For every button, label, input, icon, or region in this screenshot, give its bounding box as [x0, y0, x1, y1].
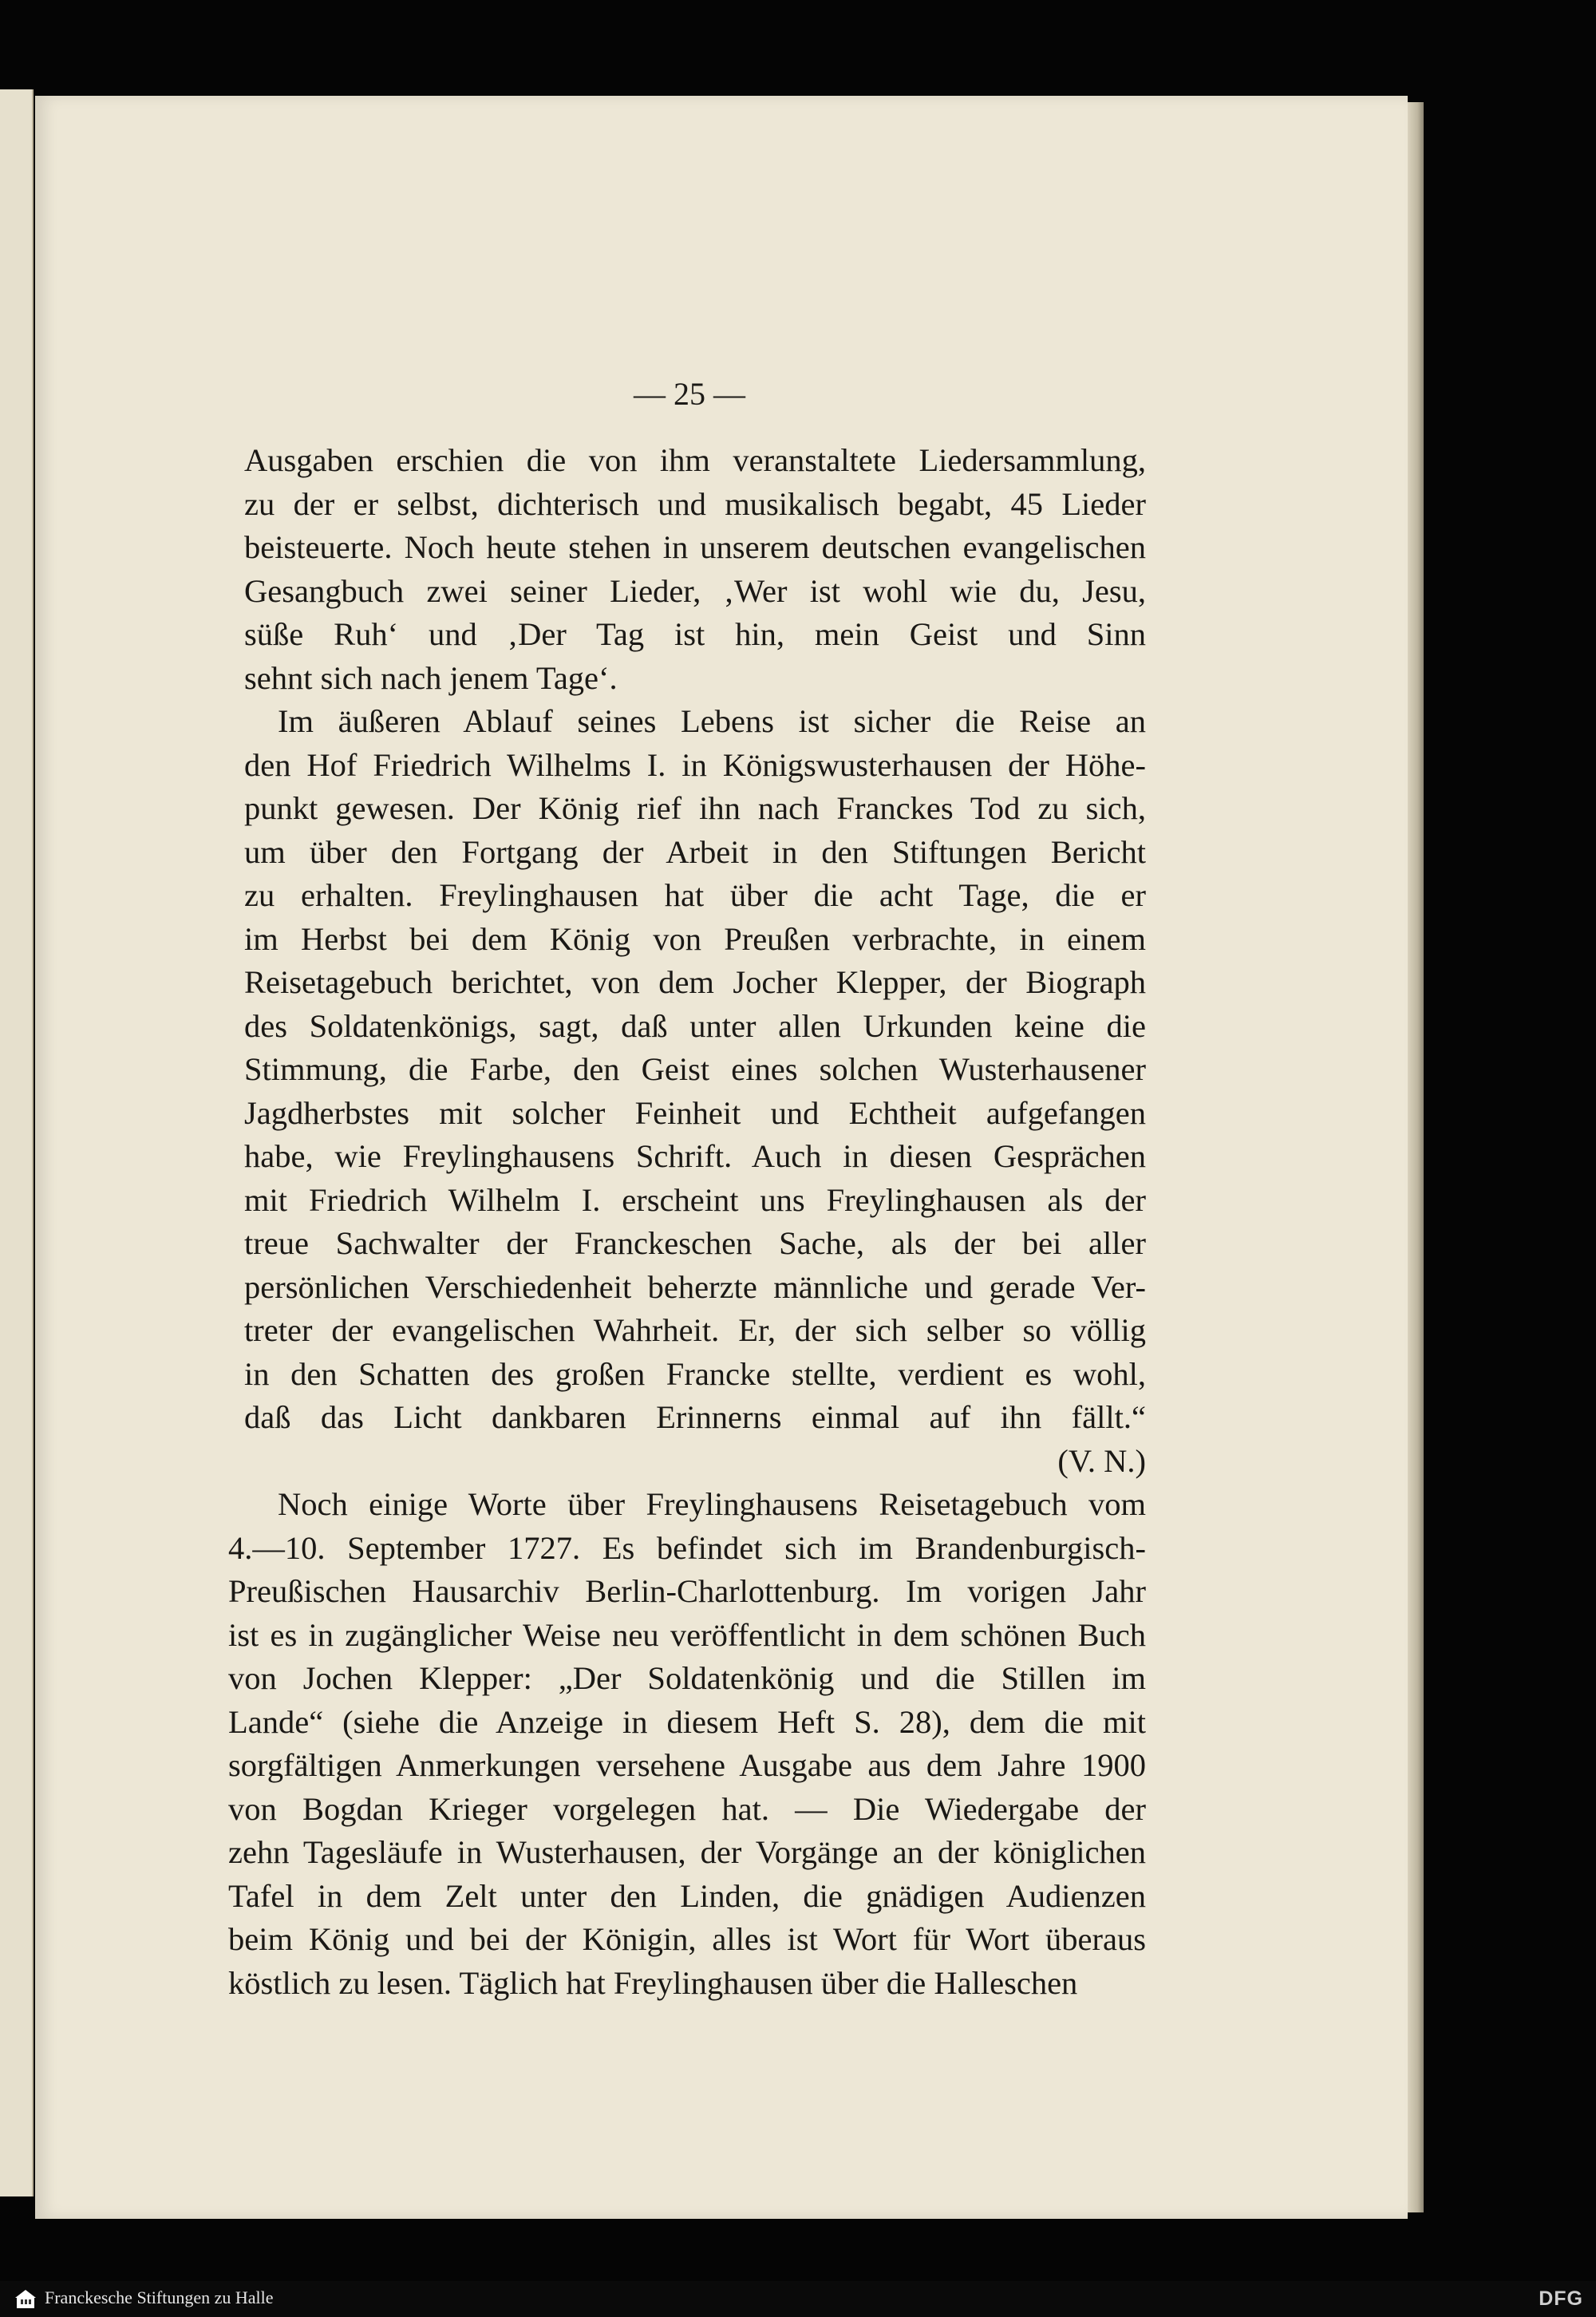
- text-line: Ausgaben erschien die von ihm veranstaltete Liedersammlung,: [244, 442, 1146, 478]
- text-line: des Soldatenkönigs, sagt, daß unter allen Urkunden keine die: [244, 1007, 1146, 1044]
- dfg-logo-icon: DFG: [1539, 2287, 1583, 2310]
- text-line: im Herbst bei dem König von Preußen verbrachte, in einem: [244, 920, 1146, 957]
- text-line: habe, wie Freylinghausens Schrift. Auch in diesen Gesprächen: [244, 1138, 1146, 1174]
- text-line: in den Schatten des großen Francke stellte, verdient es wohl,: [244, 1355, 1146, 1392]
- text-line: Tafel in dem Zelt unter den Linden, die gnädigen Audienzen: [228, 1877, 1146, 1914]
- page-stack-edge: [1408, 102, 1424, 2212]
- text-line: daß das Licht dankbaren Erinnerns einmal auf ihn fällt.“: [244, 1399, 1146, 1435]
- text-line: treter der evangelischen Wahrheit. Er, der sich selber so völlig: [244, 1312, 1146, 1348]
- text-line: den Hof Friedrich Wilhelms I. in Königswusterhausen der Höhe-: [244, 746, 1146, 783]
- book-page: [35, 96, 1408, 2219]
- text-line: (V. N.): [1057, 1442, 1146, 1479]
- text-line: mit Friedrich Wilhelm I. erscheint uns Freylinghausen als der: [244, 1181, 1146, 1218]
- text-line: sorgfältigen Anmerkungen versehene Ausgabe aus dem Jahre 1900: [228, 1747, 1146, 1783]
- text-line: Lande“ (siehe die Anzeige in diesem Heft S. 28), dem die mit: [228, 1703, 1146, 1740]
- text-line: zu der er selbst, dichterisch und musikalisch begabt, 45 Lieder: [244, 485, 1146, 522]
- text-line: sehnt sich nach jenem Tage‘.: [244, 659, 618, 696]
- text-line: süße Ruh‘ und ‚Der Tag ist hin, mein Geist und Sinn: [244, 616, 1146, 652]
- footer-institution-name: Franckesche Stiftungen zu Halle: [45, 2287, 274, 2307]
- text-line: beisteuerte. Noch heute stehen in unserem deutschen evangelischen: [244, 529, 1146, 565]
- text-line: Preußischen Hausarchiv Berlin-Charlottenburg. Im vorigen Jahr: [228, 1573, 1146, 1609]
- text-line: köstlich zu lesen. Täglich hat Freylinghausen über die Halleschen: [228, 1964, 1078, 2001]
- body-text: [228, 439, 1146, 2005]
- text-line: treue Sachwalter der Franckeschen Sache, als der bei aller: [244, 1225, 1146, 1261]
- text-line: beim König und bei der Königin, alles ist Wort für Wort überaus: [228, 1921, 1146, 1957]
- text-line: Gesangbuch zwei seiner Lieder, ‚Wer ist wohl wie du, Jesu,: [244, 572, 1146, 609]
- text-line: Jagdherbstes mit solcher Feinheit und Echtheit aufgefangen: [244, 1094, 1146, 1131]
- text-line: von Bogdan Krieger vorgelegen hat. — Die Wiedergabe der: [228, 1790, 1146, 1827]
- text-line: Stimmung, die Farbe, den Geist eines solchen Wusterhausener: [244, 1051, 1146, 1087]
- text-line: persönlichen Verschiedenheit beherzte männliche und gerade Ver-: [244, 1268, 1146, 1305]
- text-line: um über den Fortgang der Arbeit in den Stiftungen Bericht: [244, 833, 1146, 870]
- text-line: Noch einige Worte über Freylinghausens Reisetagebuch vom: [278, 1486, 1146, 1522]
- text-line: von Jochen Klepper: „Der Soldatenkönig und die Stillen im: [228, 1660, 1146, 1696]
- franckesche-stiftungen-logo-icon: [11, 2286, 40, 2313]
- text-line: Reisetagebuch berichtet, von dem Jocher Klepper, der Biograph: [244, 964, 1146, 1000]
- text-line: ist es in zugänglicher Weise neu veröffentlicht in dem schönen Buch: [228, 1616, 1146, 1653]
- text-line: Im äußeren Ablauf seines Lebens ist sicher die Reise an: [278, 703, 1146, 739]
- page-number: — 25 —: [634, 376, 745, 412]
- text-line: 4.—10. September 1727. Es befindet sich im Brandenburgisch-: [228, 1529, 1146, 1566]
- text-line: punkt gewesen. Der König rief ihn nach Franckes Tod zu sich,: [244, 790, 1146, 826]
- viewer-footer: [0, 2281, 1596, 2317]
- text-line: zehn Tagesläufe in Wusterhausen, der Vorgänge an der königlichen: [228, 1834, 1146, 1870]
- facing-page-edge: [0, 89, 34, 2196]
- text-line: zu erhalten. Freylinghausen hat über die acht Tage, die er: [244, 877, 1146, 913]
